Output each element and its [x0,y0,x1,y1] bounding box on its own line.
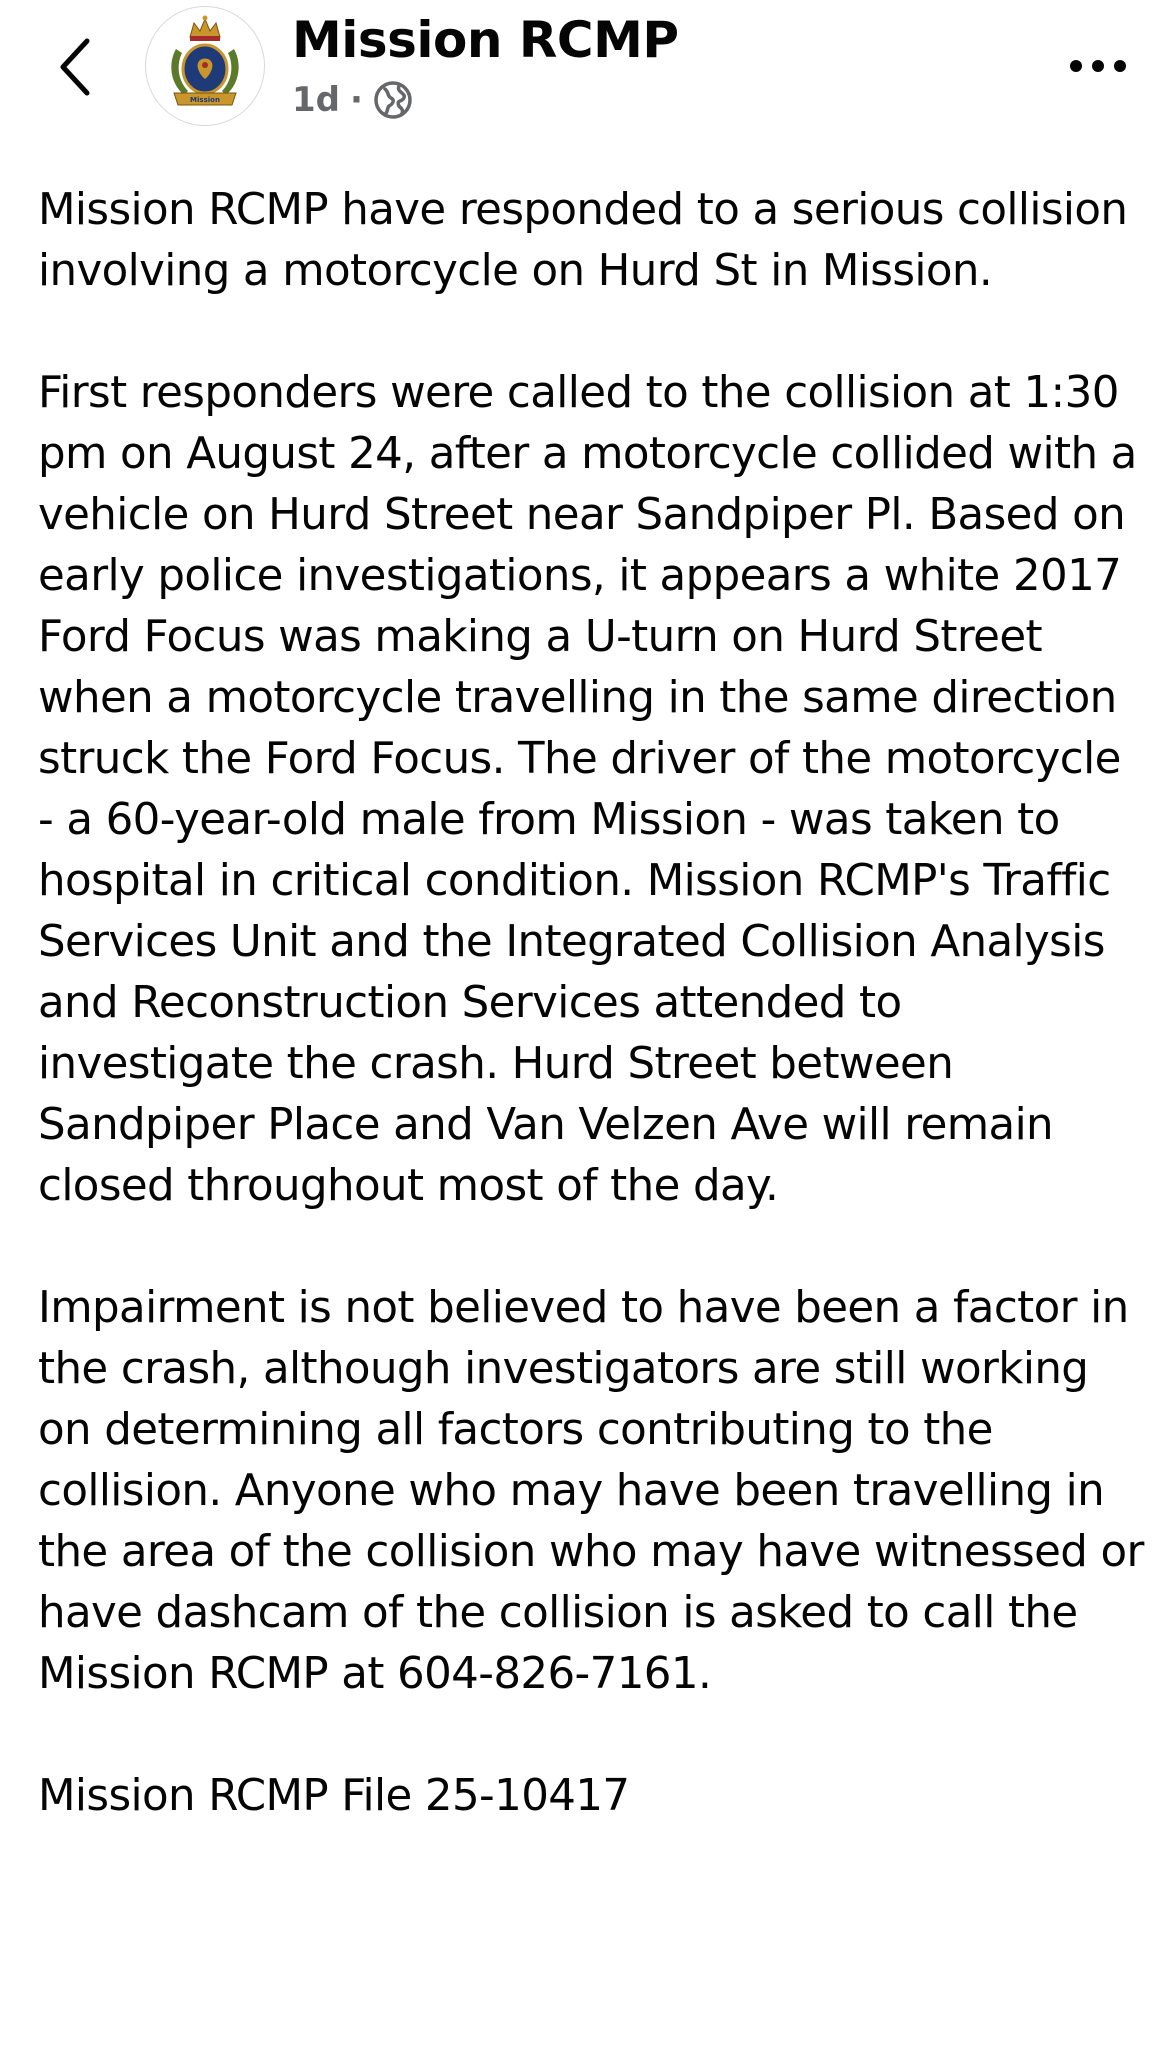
rcmp-crest-logo [146,7,264,125]
post-paragraph-1: Mission RCMP have responded to a serious collision involving a motorcycle on Hurd St in Mission. [38,185,1141,296]
page-name[interactable]: Mission RCMP [292,11,679,69]
post-paragraph-2: First responders were called to the collision at 1:30 pm on August 24, after a motorcycle collided with a vehicle on Hurd Street near Sandpiper Pl. Based on early police investigations, it appears a white 2017 Ford Focus was making a U-turn on Hurd Street when a motorcycle travelling in the same direction struck the Ford Focus. The driver of the motorcycle - a 60-year-old male from Mission - was taken to hospital in critical condition. Mission RCMP's Traffic Services Unit and the Integrated Collision Analysis and Reconstruction Services attended to investigate the crash. Hurd Street between Sandpiper Place and Van Velzen Ave will remain closed throughout most of the day. [38,368,1150,1211]
post-header [0,0,1170,150]
chevron-left-icon [55,35,95,99]
avatar-badge-text: Mission [190,96,220,104]
post-file-number: Mission RCMP File 25-10417 [38,1771,630,1821]
meta-separator: · [350,80,363,120]
more-horizontal-icon [1068,58,1128,74]
back-button[interactable] [40,24,110,110]
post-body [38,180,1158,1827]
post-meta [292,76,413,124]
more-options-button[interactable] [1058,36,1138,96]
post-paragraph-3: Impairment is not believed to have been a factor in the crash, although investigators are still working on determining all factors contributing to the collision. Anyone who may have been travelling in the area of the collision who may have witnessed or have dashcam of the collision is asked to call the Mission RCMP at 604-826-7161. [38,1283,1158,1699]
avatar[interactable] [145,6,265,126]
post-timestamp[interactable]: 1d [292,80,340,120]
globe-icon[interactable] [373,80,413,120]
crown-icon [190,16,220,42]
